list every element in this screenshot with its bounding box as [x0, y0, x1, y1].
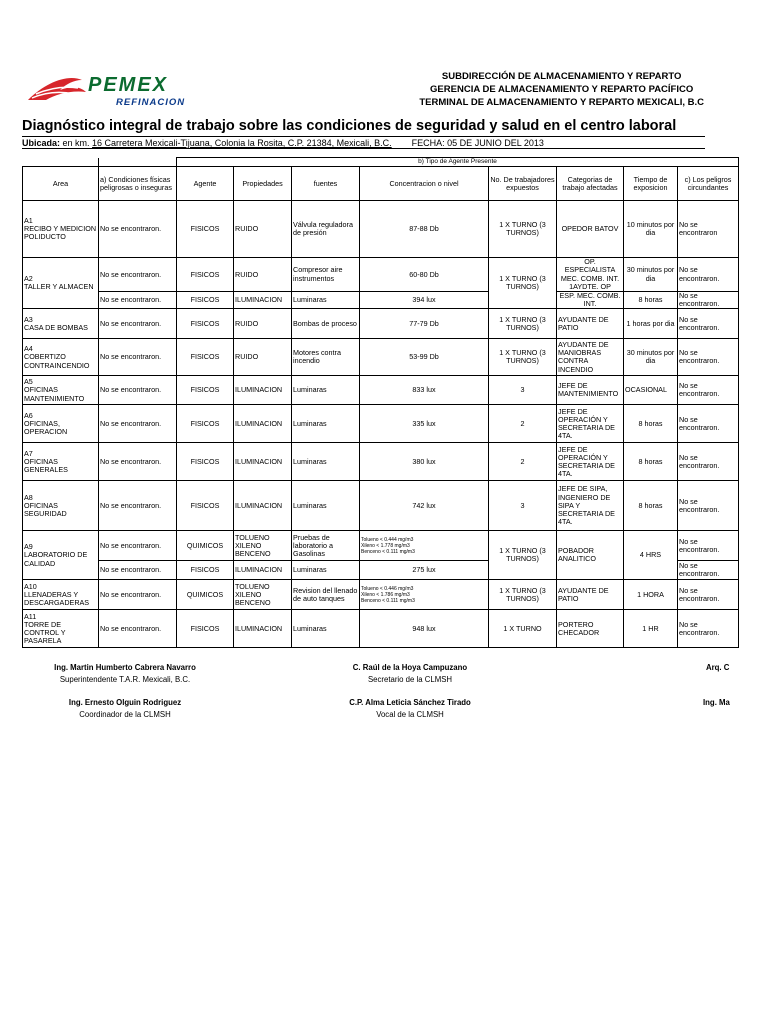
concentracion-cell: 53-99 Db	[360, 339, 489, 376]
categorias-cell: AYUDANTE DE PATIO	[557, 580, 624, 610]
concentracion-cell: 742 lux	[360, 481, 489, 531]
signature-name: Arq. C	[706, 663, 730, 672]
header-area: Area	[23, 167, 99, 201]
fuentes-cell: Luminaras	[292, 376, 360, 405]
agente-cell: FISICOS	[177, 561, 234, 580]
peligros-cell: No se encontraron.	[678, 580, 739, 610]
header-fuentes: fuentes	[292, 167, 360, 201]
table-row	[23, 201, 739, 258]
propiedades-cell: RUIDO	[234, 201, 292, 258]
tiempo-cell: 30 minutos por dia	[624, 258, 678, 292]
signature-block	[40, 697, 210, 721]
peligros-cell: No se encontraron.	[678, 258, 739, 292]
area-cell: A10 LLENADERAS Y DESCARGADERAS	[23, 580, 99, 610]
area-cell: A6 OFICINAS, OPERACION	[23, 405, 99, 443]
agente-cell: FISICOS	[177, 292, 234, 309]
signature-role: Secretario de la CLMSH	[367, 675, 453, 684]
agente-cell: QUIMICOS	[177, 580, 234, 610]
header-categorias: Categorias de trabajo afectadas	[557, 167, 624, 201]
trabajadores-cell: 3	[489, 376, 557, 405]
peligros-cell: No se encontraron.	[678, 376, 739, 405]
signature-name: C.P. Alma Leticia Sánchez Tirado	[349, 698, 471, 707]
agente-cell: FISICOS	[177, 610, 234, 648]
agente-cell: FISICOS	[177, 405, 234, 443]
area-cell: A5 OFICINAS MANTENIMIENTO	[23, 376, 99, 405]
trabajadores-cell: 1 X TURNO (3 TURNOS)	[489, 580, 557, 610]
trabajadores-cell: 1 X TURNO (3 TURNOS)	[489, 339, 557, 376]
header-line-1: SUBDIRECCIÓN DE ALMACENAMIENTO Y REPARTO	[441, 71, 682, 82]
fuentes-cell: Luminaras	[292, 443, 360, 481]
area-cell: A1 RECIBO Y MEDICION POLIDUCTO	[23, 201, 99, 258]
tiempo-cell: 8 horas	[624, 443, 678, 481]
peligros-cell: No se encontraron	[678, 201, 739, 258]
header-trabajadores: No. De trabajadores expuestos	[489, 167, 557, 201]
signature-role: Vocal de la CLMSH	[376, 710, 444, 719]
table-row	[23, 405, 739, 443]
agente-cell: FISICOS	[177, 481, 234, 531]
trabajadores-cell: 1 X TURNO (3 TURNOS)	[489, 201, 557, 258]
area-cell: A8 OFICINAS SEGURIDAD	[23, 481, 99, 531]
propiedades-cell: ILUMINACION	[234, 443, 292, 481]
trabajadores-cell: 1 X TURNO (3 TURNOS)	[489, 309, 557, 339]
fuentes-cell: Pruebas de laboratorio a Gasolinas	[292, 531, 360, 561]
header-line-2: GERENCIA DE ALMACENAMIENTO Y REPARTO PACÍFICO	[430, 84, 694, 95]
header-line-3: TERMINAL DE ALMACENAMIENTO Y REPARTO MEXICALI, B.C	[419, 97, 704, 108]
tiempo-cell: 1 HORA	[624, 580, 678, 610]
fuentes-cell: Revision del llenado de auto tanques	[292, 580, 360, 610]
tiempo-cell: 8 horas	[624, 481, 678, 531]
categorias-cell: OP. ESPECIALISTA MEC. COMB. INT. 1AYDTE. OP	[557, 258, 624, 292]
propiedades-cell: TOLUENO XILENO BENCENO	[234, 580, 292, 610]
area-cell: A7 OFICINAS GENERALES	[23, 443, 99, 481]
agente-cell: FISICOS	[177, 258, 234, 292]
categorias-cell: PORTERO CHECADOR	[557, 610, 624, 648]
signature-name: C. Raúl de la Hoya Campuzano	[352, 663, 468, 672]
table-row	[23, 580, 739, 610]
propiedades-cell: ILUMINACION	[234, 292, 292, 309]
signature-name: Ing. Martin Humberto Cabrera Navarro	[54, 663, 196, 672]
table-row	[23, 376, 739, 405]
fuentes-cell: Bombas de proceso	[292, 309, 360, 339]
fuentes-cell: Luminaras	[292, 561, 360, 580]
diagnostic-table	[22, 157, 739, 648]
propiedades-cell: RUIDO	[234, 309, 292, 339]
table-row	[23, 610, 739, 648]
table-row	[23, 481, 739, 531]
concentracion-cell: 60-80 Db	[360, 258, 489, 292]
peligros-cell: No se encontraron.	[678, 443, 739, 481]
condiciones-cell: No se encontraron.	[99, 531, 177, 561]
categorias-cell: JEFE DE SIPA, INGENIERO DE SIPA Y SECRETARIA DE 4TA.	[557, 481, 624, 531]
propiedades-cell: RUIDO	[234, 258, 292, 292]
condiciones-cell: No se encontraron.	[99, 201, 177, 258]
peligros-cell: No se encontraron.	[678, 610, 739, 648]
table-row	[23, 443, 739, 481]
agente-cell: QUIMICOS	[177, 531, 234, 561]
document-date: FECHA: 05 DE JUNIO DEL 2013	[411, 138, 544, 148]
peligros-cell: No se encontraron.	[678, 481, 739, 531]
trabajadores-cell: 2	[489, 405, 557, 443]
signature-block	[325, 662, 495, 686]
categorias-cell: ESP. MEC. COMB. INT.	[557, 292, 624, 309]
concentracion-cell: 275 lux	[360, 561, 489, 580]
header-block	[419, 70, 704, 109]
agente-cell: FISICOS	[177, 339, 234, 376]
categorias-cell: JEFE DE OPERACIÓN Y SECRETARIA DE 4TA.	[557, 443, 624, 481]
propiedades-cell: ILUMINACION	[234, 376, 292, 405]
location-address: 16 Carretera Mexicali-Tijuana, Colonia la Rosita, C.P. 21384, Mexicali, B.C.	[92, 138, 392, 148]
trabajadores-cell: 1 X TURNO (3 TURNOS)	[489, 258, 557, 309]
fuentes-cell: Motores contra incendio	[292, 339, 360, 376]
trabajadores-cell: 2	[489, 443, 557, 481]
condiciones-cell: No se encontraron.	[99, 561, 177, 580]
agente-cell: FISICOS	[177, 443, 234, 481]
peligros-cell: No se encontraron.	[678, 531, 739, 561]
peligros-cell: No se encontraron.	[678, 339, 739, 376]
peligros-cell: No se encontraron.	[678, 561, 739, 580]
fuentes-cell: Compresor aire instrumentos	[292, 258, 360, 292]
tiempo-cell: OCASIONAL	[624, 376, 678, 405]
header-tiempo: Tiempo de exposicion	[624, 167, 678, 201]
categorias-cell: AYUDANTE DE MANIOBRAS CONTRA INCENDIO	[557, 339, 624, 376]
agente-cell: FISICOS	[177, 376, 234, 405]
condiciones-cell: No se encontraron.	[99, 376, 177, 405]
signature-block	[325, 697, 495, 721]
header-propiedades: Propiedades	[234, 167, 292, 201]
concentracion-cell: 77-79 Db	[360, 309, 489, 339]
table-row	[23, 309, 739, 339]
fuentes-cell: Luminaras	[292, 405, 360, 443]
group-header: b) Tipo de Agente Presente	[177, 158, 739, 167]
area-cell: A4 COBERTIZO CONTRAINCENDIO	[23, 339, 99, 376]
tiempo-cell: 1 horas por dia	[624, 309, 678, 339]
table-row	[23, 258, 739, 292]
condiciones-cell: No se encontraron.	[99, 481, 177, 531]
location-label: Ubicada:	[22, 138, 61, 148]
signature-block	[40, 662, 210, 686]
signature-name: Ing. Ma	[703, 698, 730, 707]
tiempo-cell: 8 horas	[624, 292, 678, 309]
peligros-cell: No se encontraron.	[678, 405, 739, 443]
trabajadores-cell: 3	[489, 481, 557, 531]
signature-block	[703, 697, 768, 709]
agente-cell: FISICOS	[177, 201, 234, 258]
header-condiciones: a) Condiciones físicas peligrosas o inseguras	[99, 167, 177, 201]
propiedades-cell: ILUMINACION	[234, 561, 292, 580]
concentracion-cell: 380 lux	[360, 443, 489, 481]
condiciones-cell: No se encontraron.	[99, 610, 177, 648]
fuentes-cell: Luminaras	[292, 610, 360, 648]
propiedades-cell: ILUMINACION	[234, 610, 292, 648]
condiciones-cell: No se encontraron.	[99, 405, 177, 443]
categorias-cell: OPEDOR BATOV	[557, 201, 624, 258]
tiempo-cell: 30 minutos por dia	[624, 339, 678, 376]
area-cell: A11 TORRE DE CONTROL Y PASARELA	[23, 610, 99, 648]
concentracion-cell: Tolueno < 0.444 mg/m3 Xileno < 1.778 mg/m3 Benceno < 0.111 mg/m3	[360, 531, 489, 561]
concentracion-cell: 87-88 Db	[360, 201, 489, 258]
peligros-cell: No se encontraron.	[678, 292, 739, 309]
fuentes-cell: Válvula reguladora de presión	[292, 201, 360, 258]
trabajadores-cell: 1 X TURNO (3 TURNOS)	[489, 531, 557, 580]
area-cell: A3 CASA DE BOMBAS	[23, 309, 99, 339]
table-row	[23, 339, 739, 376]
condiciones-cell: No se encontraron.	[99, 443, 177, 481]
tiempo-cell: 1 HR	[624, 610, 678, 648]
propiedades-cell: RUIDO	[234, 339, 292, 376]
condiciones-cell: No se encontraron.	[99, 258, 177, 292]
condiciones-cell: No se encontraron.	[99, 292, 177, 309]
condiciones-cell: No se encontraron.	[99, 309, 177, 339]
peligros-cell: No se encontraron.	[678, 309, 739, 339]
concentracion-cell: Tolueno < 0.446 mg/m3 Xileno < 1.786 mg/m3 Benceno < 0.111 mg/m3	[360, 580, 489, 610]
categorias-cell: JEFE DE MANTENIMIENTO	[557, 376, 624, 405]
propiedades-cell: TOLUENO XILENO BENCENO	[234, 531, 292, 561]
categorias-cell: JEFE DE OPERACIÓN Y SECRETARIA DE 4TA.	[557, 405, 624, 443]
categorias-cell: AYUDANTE DE PATIO	[557, 309, 624, 339]
concentracion-cell: 948 lux	[360, 610, 489, 648]
signature-role: Superintendente T.A.R. Mexicali, B.C.	[59, 675, 191, 684]
document-title: Diagnóstico integral de trabajo sobre las condiciones de seguridad y salud en el centro laboral	[22, 118, 677, 134]
signature-block	[706, 662, 768, 674]
trabajadores-cell: 1 X TURNO	[489, 610, 557, 648]
fuentes-cell: Luminaras	[292, 292, 360, 309]
table-row	[23, 531, 739, 561]
tiempo-cell: 8 horas	[624, 405, 678, 443]
header-peligros: c) Los peligros circundantes	[678, 167, 739, 201]
signature-role: Coordinador de la CLMSH	[79, 710, 171, 719]
location-rule	[22, 148, 705, 149]
location-prefix: en km.	[60, 138, 93, 148]
categorias-cell: POBADOR ANALITICO	[557, 531, 624, 580]
brand-subtitle: REFINACION	[116, 97, 186, 108]
table-row	[23, 292, 739, 309]
agente-cell: FISICOS	[177, 309, 234, 339]
concentracion-cell: 335 lux	[360, 405, 489, 443]
fuentes-cell: Luminaras	[292, 481, 360, 531]
concentracion-cell: 394 lux	[360, 292, 489, 309]
header-concentracion: Concentracion o nivel	[360, 167, 489, 201]
brand-wordmark: PEMEX	[88, 74, 169, 96]
condiciones-cell: No se encontraron.	[99, 580, 177, 610]
header-agente: Agente	[177, 167, 234, 201]
tiempo-cell: 10 minutos por dia	[624, 201, 678, 258]
condiciones-cell: No se encontraron.	[99, 339, 177, 376]
area-cell: A2 TALLER Y ALMACEN	[23, 258, 99, 309]
signature-name: Ing. Ernesto Olguin Rodriguez	[68, 698, 182, 707]
propiedades-cell: ILUMINACION	[234, 405, 292, 443]
concentracion-cell: 833 lux	[360, 376, 489, 405]
tiempo-cell: 4 HRS	[624, 531, 678, 580]
propiedades-cell: ILUMINACION	[234, 481, 292, 531]
area-cell: A9 LABORATORIO DE CALIDAD	[23, 531, 99, 580]
